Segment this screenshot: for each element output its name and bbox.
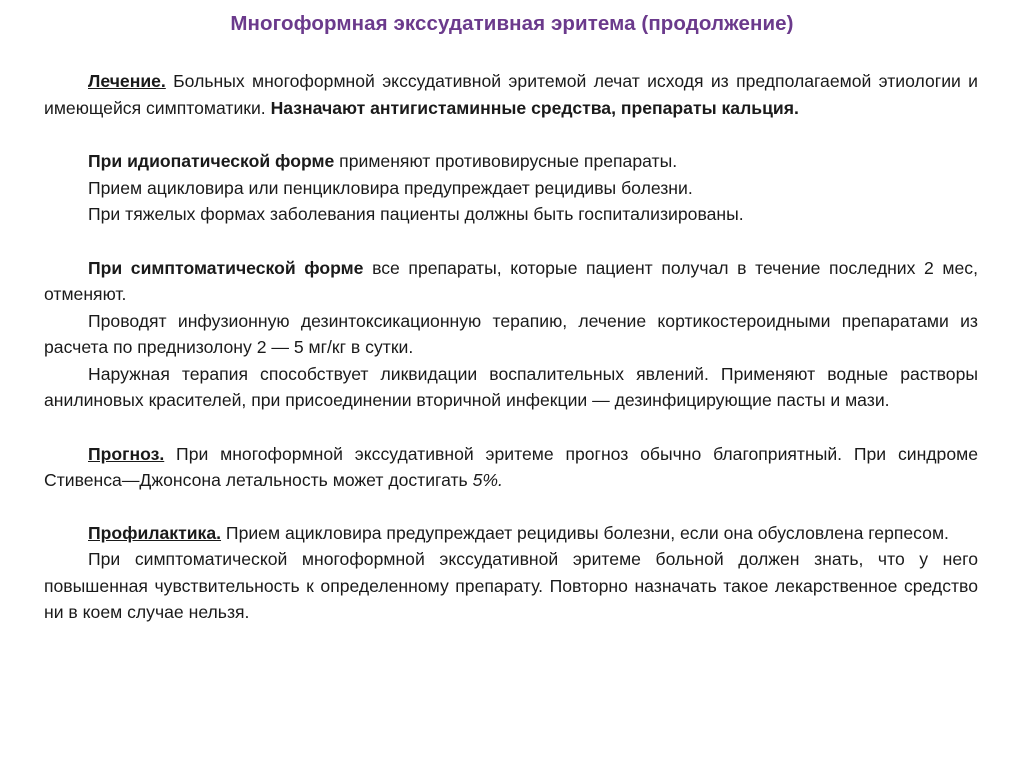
- treatment-bold-text: Назначают антигистаминные средства, препараты кальция.: [270, 97, 799, 118]
- prognosis-paragraph: [44, 441, 978, 494]
- idiopathic-line-3: При тяжелых формах заболевания пациенты должны быть госпитализированы.: [88, 204, 744, 224]
- prevention-paragraph: [44, 520, 978, 547]
- spacer: [44, 228, 978, 255]
- prevention-text: Прием ацикловира предупреждает рецидивы болезни, если она обусловлена герпесом.: [221, 522, 949, 543]
- spacer: [44, 494, 978, 520]
- symptomatic-paragraph: [44, 255, 978, 308]
- symptomatic-paragraph-3: Наружная терапия способствует ликвидации воспалительных явлений. Применяют водные растворы анилиновых красителей, при присоединении вторичной инфекции — дезинфицирующие пасты и мази.: [44, 363, 978, 410]
- symptomatic-paragraph-2: Проводят инфузионную дезинтоксикационную терапию, лечение кортикостероидными препаратами из расчета по преднизолону 2 — 5 мг/кг в сутки.: [44, 310, 978, 357]
- idiopathic-text: применяют противовирусные препараты.: [334, 151, 678, 171]
- treatment-heading: Лечение.: [88, 71, 166, 91]
- spacer: [44, 414, 978, 441]
- spacer: [44, 121, 978, 148]
- treatment-paragraph: [44, 68, 978, 121]
- idiopathic-line-2: Прием ацикловира или пенцикловира предупреждает рецидивы болезни.: [88, 177, 693, 198]
- idiopathic-paragraph: [44, 148, 978, 175]
- symptomatic-lead: При симптоматической форме: [88, 257, 364, 278]
- slide-title: Многоформная экссудативная эритема (продолжение): [230, 12, 794, 35]
- prognosis-heading: Прогноз.: [88, 443, 165, 464]
- idiopathic-lead: При идиопатической форме: [88, 151, 335, 171]
- prevention-heading: Профилактика.: [88, 522, 222, 543]
- symptomatic-text: все препараты, которые пациент получал в течение последних 2 мес, отменяют.: [44, 257, 978, 304]
- slide-body: [44, 68, 978, 626]
- prognosis-percent: 5%.: [472, 470, 503, 490]
- prevention-paragraph-2: При симптоматической многоформной экссудативной эритеме больной должен знать, что у него повышенная чувствительность к определенному препарату. Повторно назначать такое лекарственное средство ни в коем случае нельзя.: [44, 549, 978, 622]
- treatment-text: Больных многоформной экссудативной эритемой лечат исходя из предполагаемой этиологии и имеющейся симптоматики.: [44, 71, 978, 118]
- prognosis-text: При многоформной экссудативной эритеме прогноз обычно благоприятный. При синдроме Стивенса—Джонсона летальность может достигать: [44, 443, 978, 490]
